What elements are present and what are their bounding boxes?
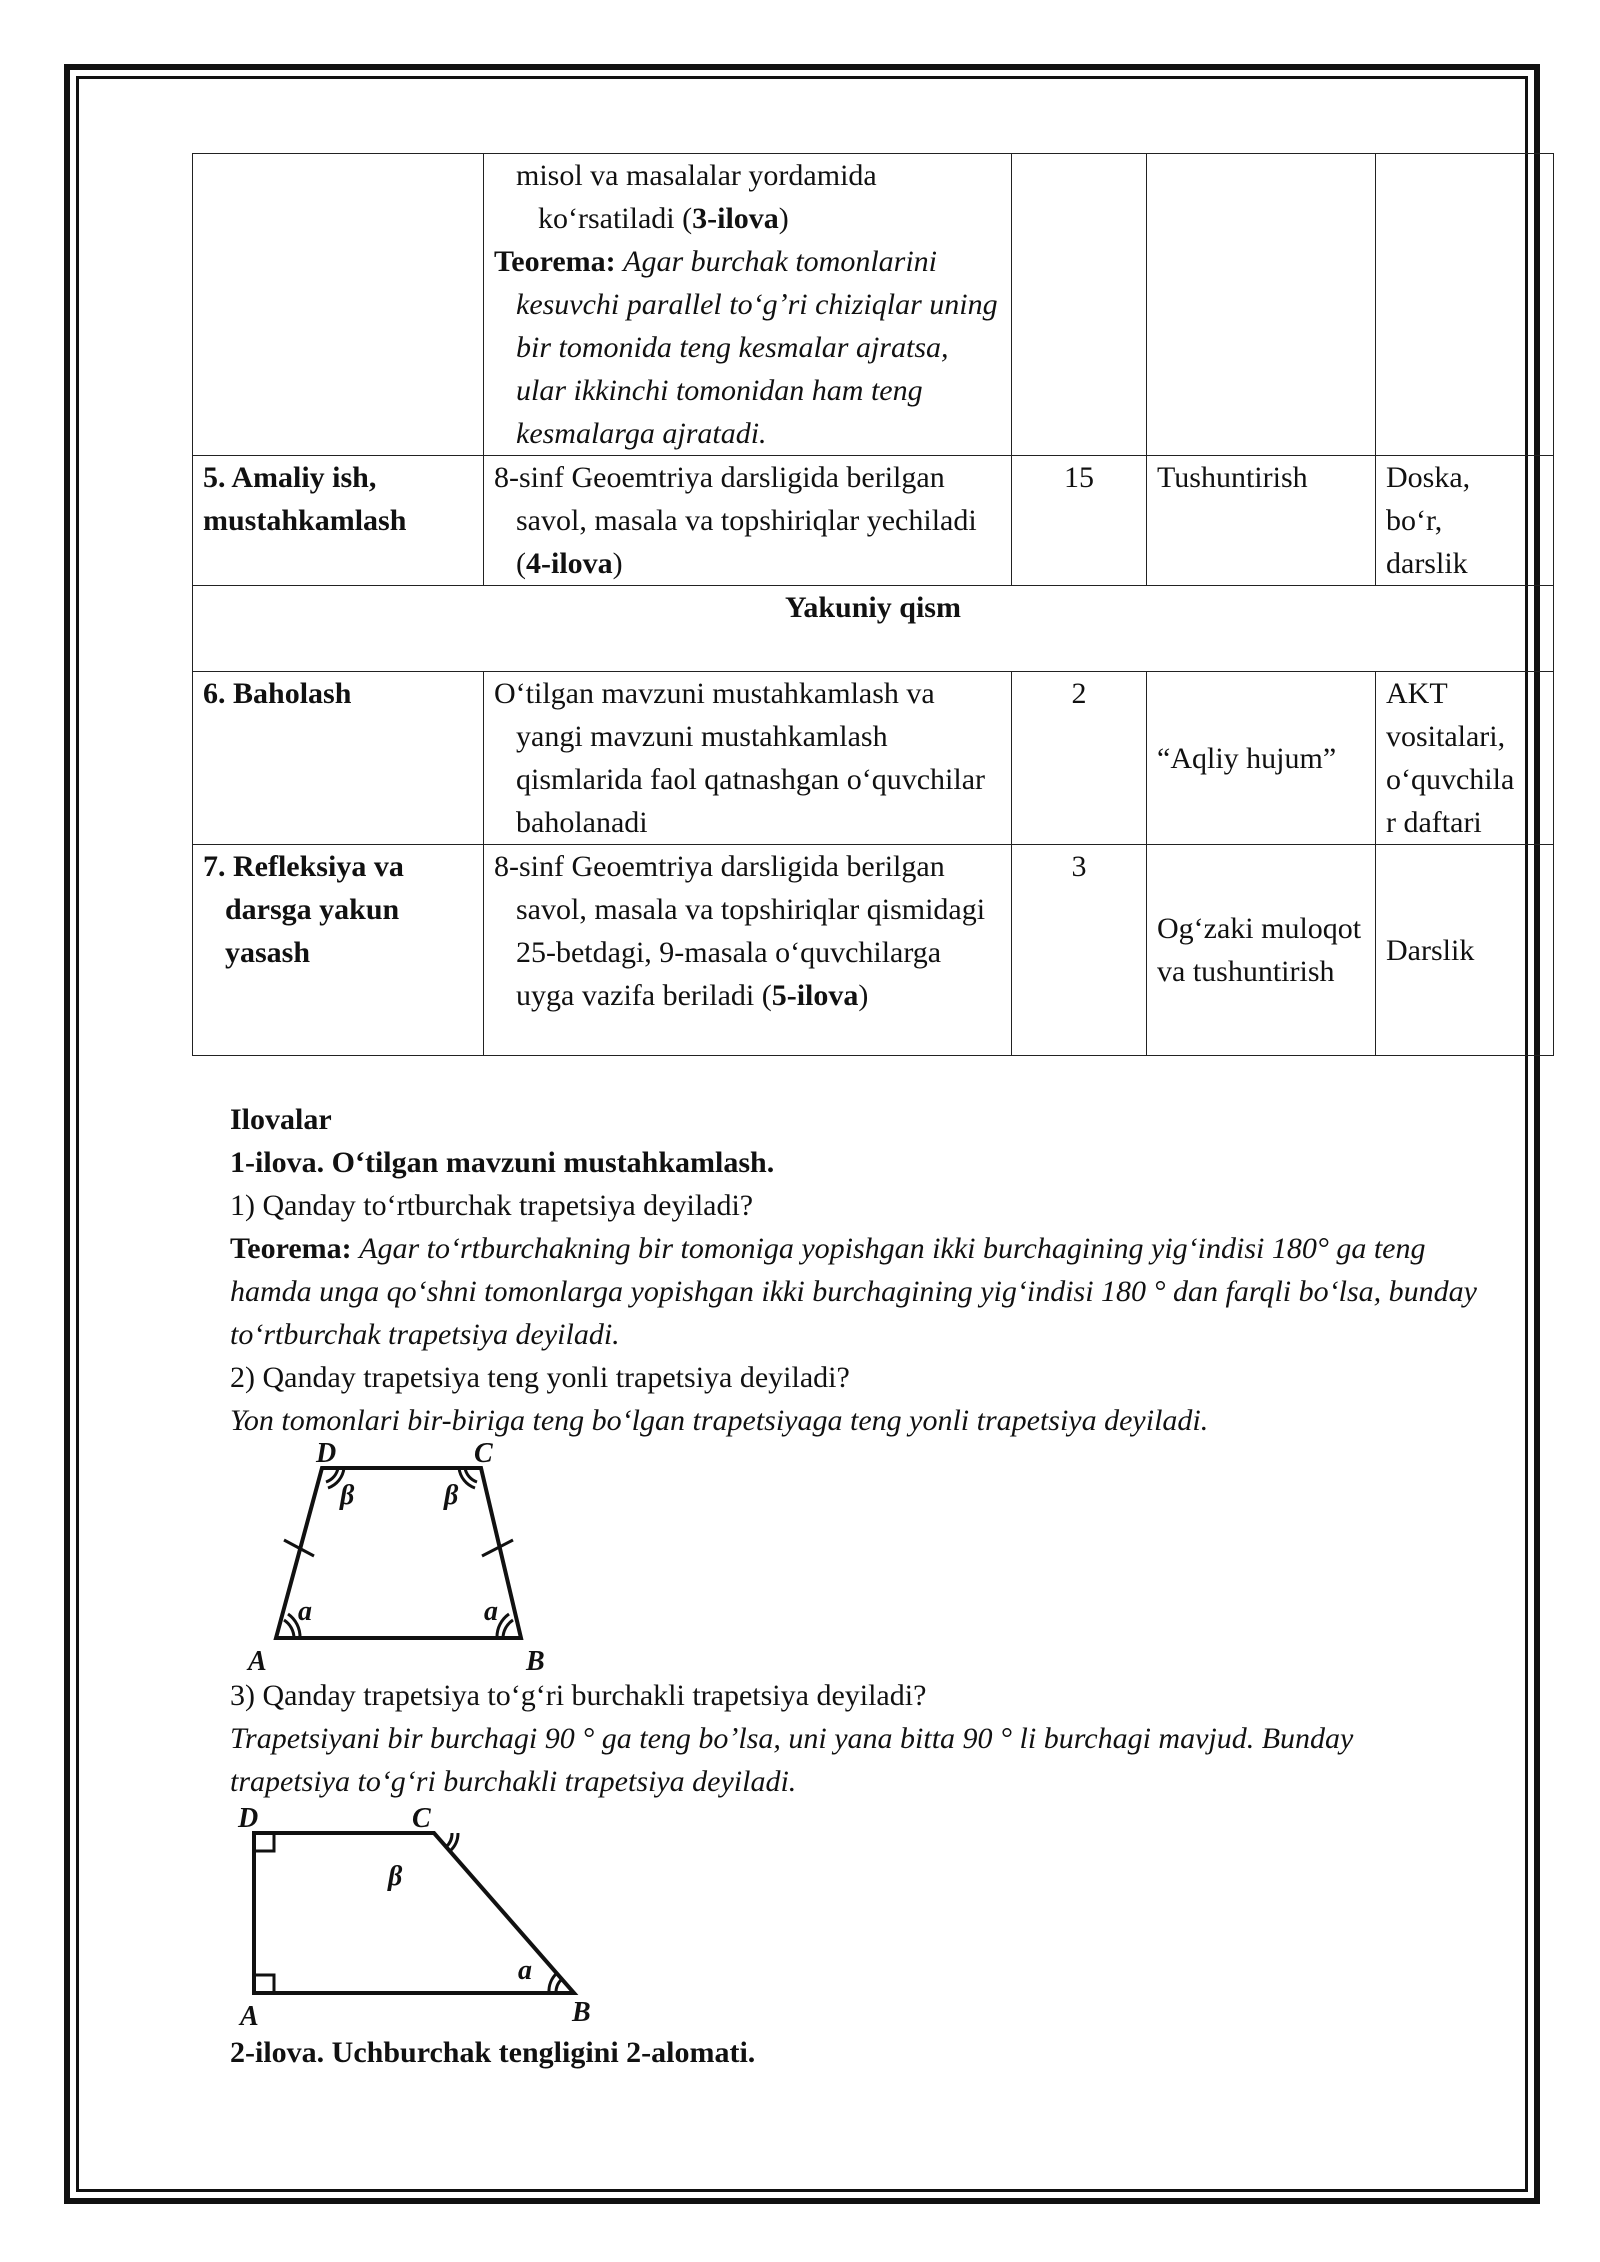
answer-3: Trapetsiyani bir burchagi 90 ° ga teng boʼlsa, uni yana bitta 90 ° li burchagi mavjud. Bunday trapetsiya toʻgʻri burchakli trapetsiya deyiladi. [230,1722,1354,1798]
content-line: misol va masalalar yordamida [516,159,877,192]
isosceles-trapezoid-figure [236,1442,596,1674]
angle-label-alpha: a [298,1596,312,1627]
theorem [494,240,1001,455]
vertex-label-d: D [238,1803,259,1834]
method-cell [1147,845,1376,1056]
tools-cell: AKT vositalari, oʻquvchila r daftari [1376,672,1554,845]
stage-cell [193,672,484,845]
ilova1-title: 1-ilova. Oʻtilgan mavzuni mustahkamlash. [230,1146,775,1179]
section-title: Yakuniy qism [193,586,1554,672]
minutes-cell [1012,845,1147,1056]
angle-label-alpha: a [484,1596,498,1627]
angle-label-beta: β [388,1861,403,1892]
minutes-value: 3 [1071,850,1087,883]
content-cell: 8-sinf Geoemtriya darsligida berilgan savol, masala va topshiriqlar yechiladi (4-ilova) [484,456,1012,586]
minutes-value: 15 [1064,461,1094,494]
section-row [193,586,1554,672]
angle-label-beta: β [444,1480,459,1511]
vertex-label-a: A [240,2001,259,2031]
vertex-label-c: C [412,1803,431,1834]
vertex-label-a: A [248,1646,267,1674]
theorem-label: Teorema: [494,245,616,278]
method-text: Tushuntirish [1157,461,1308,494]
table-row [193,845,1554,1056]
vertex-label-d: D [316,1442,337,1469]
ilova2-title: 2-ilova. Uchburchak tengligini 2-alomati. [230,2036,756,2069]
minutes-cell [1012,456,1147,586]
angle-label-alpha: a [518,1955,532,1986]
content-text: 8-sinf Geoemtriya darsligida berilgan savol, masala va topshiriqlar yechiladi ( [494,461,977,580]
vertex-label-c: C [474,1442,493,1469]
question-2: 2) Qanday trapetsiya teng yonli trapetsiya deyiladi? [230,1361,850,1394]
appendix-ref: 5-ilova [771,979,859,1012]
theorem-label: Teorema: [230,1232,352,1265]
appendix-section [230,1098,1480,2074]
vertex-label-b: B [572,1997,591,2028]
appendix-heading: Ilovalar [230,1103,332,1136]
method-cell [1147,672,1376,845]
tools-cell: Doska, boʻr, darslik [1376,456,1554,586]
appendix-ref: 3-ilova [692,202,779,235]
content-cell: misol va masalalar yordamida koʻrsatiladi (3-ilova) Teorema: Agar burchak tomonlarini kesuvchi parallel toʻgʼri chiziqlar uning bir tomonida teng kesmalar ajratsa, ular ikkinchi tomonidan ham teng kesmalarga ajratadi. [484,154,1012,456]
lesson-plan-table [192,153,1554,1056]
stage-cell [193,456,484,586]
question-3: 3) Qanday trapetsiya toʻgʻri burchakli trapetsiya deyiladi? [230,1679,927,1712]
theorem-text: Agar burchak tomonlarini kesuvchi parallel toʻgʼri chiziqlar uning bir tomonida teng kesmalar ajratsa, ular ikkinchi tomonidan ham teng kesmalarga ajratadi. [516,245,998,450]
stage-name: 6. Baholash [203,677,352,710]
content-cell [484,672,1012,845]
angle-label-beta: β [340,1480,355,1511]
method-cell [1147,154,1376,456]
appendix-ref: 4-ilova [526,547,613,580]
stage-cell [193,845,484,1056]
table-row [193,456,1554,586]
stage-name: 7. Refleksiya va darsga yakun yasash [203,850,404,969]
theorem [230,1227,1480,1356]
stage-cell [193,154,484,456]
right-trapezoid-figure [234,1803,594,2031]
question-1: 1) Qanday toʻrtburchak trapetsiya deyiladi? [230,1189,754,1222]
content-text: 8-sinf Geoemtriya darsligida berilgan savol, masala va topshiriqlar qismidagi 25-betdagi, 9-masala oʻquvchilarga uyga vazifa beriladi ( [494,850,986,1012]
answer-2: Yon tomonlari bir-biriga teng boʻlgan trapetsiyaga teng yonli trapetsiya deyiladi. [230,1404,1209,1437]
minutes-value: 2 [1071,677,1087,710]
content-line: koʻrsatiladi ( [538,202,693,235]
table-row [193,154,1554,456]
stage-name: 5. Amaliy ish, mustahkamlash [203,461,407,537]
tools-cell: Darslik [1376,845,1554,1056]
method-text: “Aqliy hujum” [1157,741,1337,775]
tools-cell [1376,154,1554,456]
vertex-label-b: B [526,1646,545,1674]
theorem-text: Agar toʻrtburchakning bir tomoniga yopishgan ikki burchagining yigʻindisi 180° ga teng hamda unga qoʻshni tomonlarga yopishgan ikki burchagining yigʻindisi 180 ° dan farqli boʻlsa, bunday toʻrtburchak trapetsiya deyiladi. [230,1232,1477,1351]
table-row [193,672,1554,845]
method-cell [1147,456,1376,586]
method-text: Ogʻzaki muloqot va tushuntirish [1157,912,1362,988]
minutes-cell [1012,154,1147,456]
content-cell: 8-sinf Geoemtriya darsligida berilgan savol, masala va topshiriqlar qismidagi 25-betdagi, 9-masala oʻquvchilarga uyga vazifa beriladi (5-ilova) [484,845,1012,1056]
content-text: Oʻtilgan mavzuni mustahkamlash va yangi mavzuni mustahkamlash qismlarida faol qatnashgan oʻquvchilar baholanadi [494,677,986,839]
minutes-cell [1012,672,1147,845]
